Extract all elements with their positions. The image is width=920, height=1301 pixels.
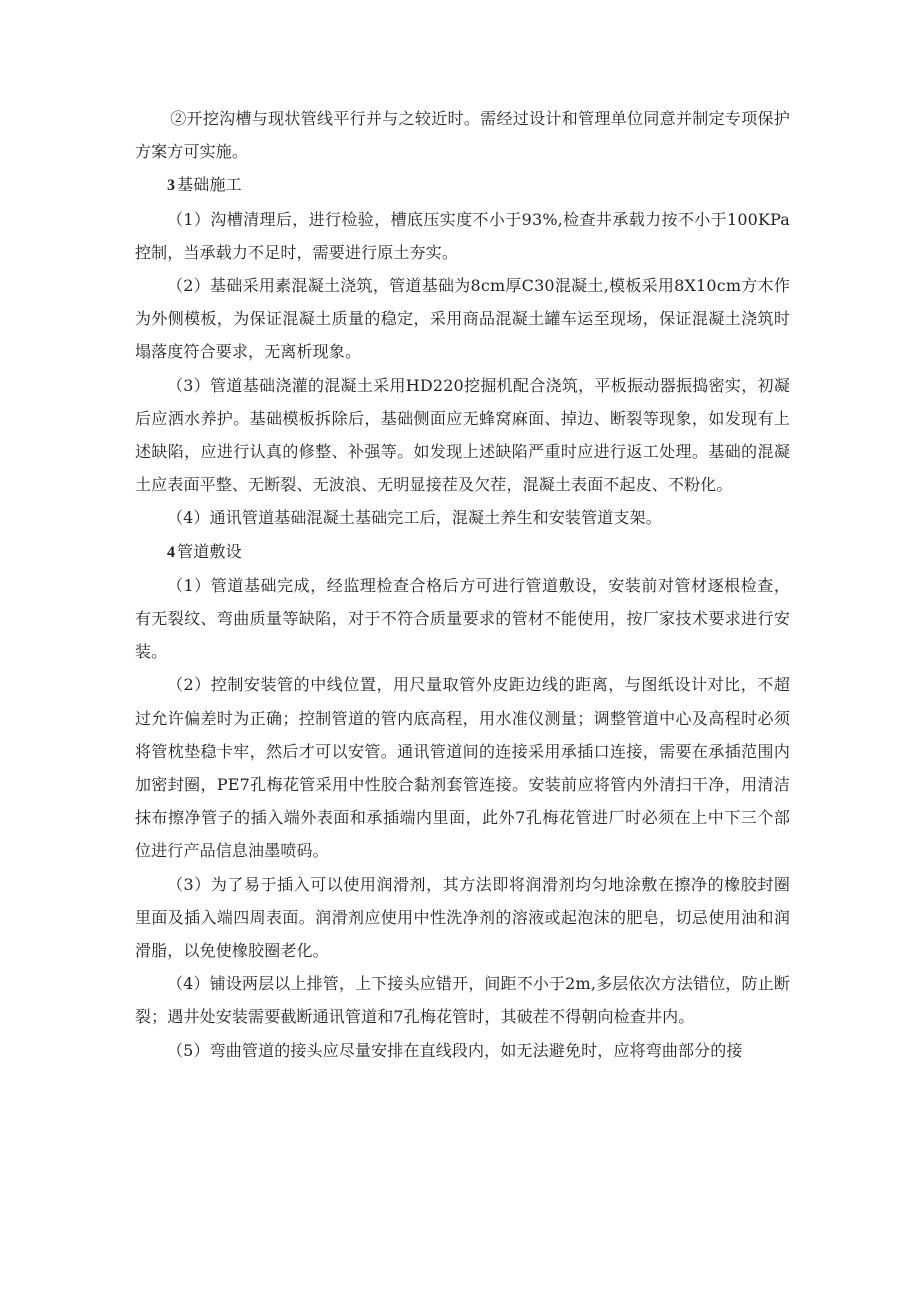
paragraph-pipe-laying-5: （5）弯曲管道的接头应尽量安排在直线段内，如无法避免时，应将弯曲部分的接	[167, 1040, 743, 1060]
section-heading-pipe-laying	[135, 535, 790, 569]
section-title: 管道敷设	[177, 541, 242, 561]
paragraph-pipe-laying-4: （4）铺设两层以上排管，上下接头应错开，间距不小于2m,多层依次方法错位，防止断裂；遇井处安装需要截断通讯管道和7孔梅花管时，其破茬不得朝向检查井内。	[135, 974, 790, 1027]
section-title: 基础施工	[177, 175, 242, 195]
document-body	[135, 102, 790, 1067]
paragraph-protection-plan: ②开挖沟槽与现状管线平行并与之较近时。需经过设计和管理单位同意并制定专项保护方案方可实施。	[135, 109, 790, 162]
paragraph-foundation-4: （4）通讯管道基础混凝土基础完工后，混凝土养生和安装管道支架。	[167, 508, 662, 528]
paragraph-foundation-3: （3）管道基础浇灌的混凝土采用HD220挖掘机配合浇筑，平板振动器振捣密实，初凝后应洒水养护。基础模板拆除后，基础侧面应无蜂窝麻面、掉边、断裂等现象，如发现有上述缺陷，应进行认真的修整、补强等。如发现上述缺陷严重时应进行返工处理。基础的混凝土应表面平整、无断裂、无波浪、无明显接茬及欠茬，混凝土表面不起皮、不粉化。	[135, 375, 790, 495]
section-number: 4	[167, 543, 176, 561]
paragraph-pipe-laying-2: （2）控制安装管的中线位置，用尺量取管外皮距边线的距离，与图纸设计对比，不超过允许偏差时为正确；控制管道的管内底高程，用水准仪测量；调整管道中心及高程时必须将管枕垫稳卡牢，然后才可以安管。通讯管道间的连接采用承插口连接，需要在承插范围内加密封圈，PE7孔梅花管采用中性胶合黏剂套管连接。安装前应将管内外清扫干净，用清洁抹布擦净管子的插入端外表面和承插端内里面，此外7孔梅花管进厂时必须在上中下三个部位进行产品信息油墨喷码。	[135, 675, 790, 861]
paragraph-foundation-2: （2）基础采用素混凝土浇筑，管道基础为8cm厚C30混凝土,模板采用8X10cm方木作为外侧模板，为保证混凝土质量的稳定，采用商品混凝土罐车运至现场，保证混凝土浇筑时塌落度符合要求，无离析现象。	[135, 276, 790, 362]
paragraph-pipe-laying-1: （1）管道基础完成，经监理检查合格后方可进行管道敷设，安装前对管材逐根检查，有无裂纹、弯曲质量等缺陷，对于不符合质量要求的管材不能使用，按厂家技术要求进行安装。	[135, 575, 790, 662]
paragraph-foundation-1: （1）沟槽清理后，进行检验，槽底压实度不小于93%,检查井承载力按不小于100KPa控制，当承载力不足时，需要进行原土夯实。	[135, 209, 790, 262]
section-heading-foundation	[135, 168, 790, 202]
paragraph-pipe-laying-3: （3）为了易于插入可以使用润滑剂，其方法即将润滑剂均匀地涂敷在擦净的橡胶封圈里面及插入端四周表面。润滑剂应使用中性洗净剂的溶液或起泡沫的肥皂，切忌使用油和润滑脂，以免使橡胶圈老化。	[135, 874, 790, 961]
section-number: 3	[167, 177, 176, 195]
